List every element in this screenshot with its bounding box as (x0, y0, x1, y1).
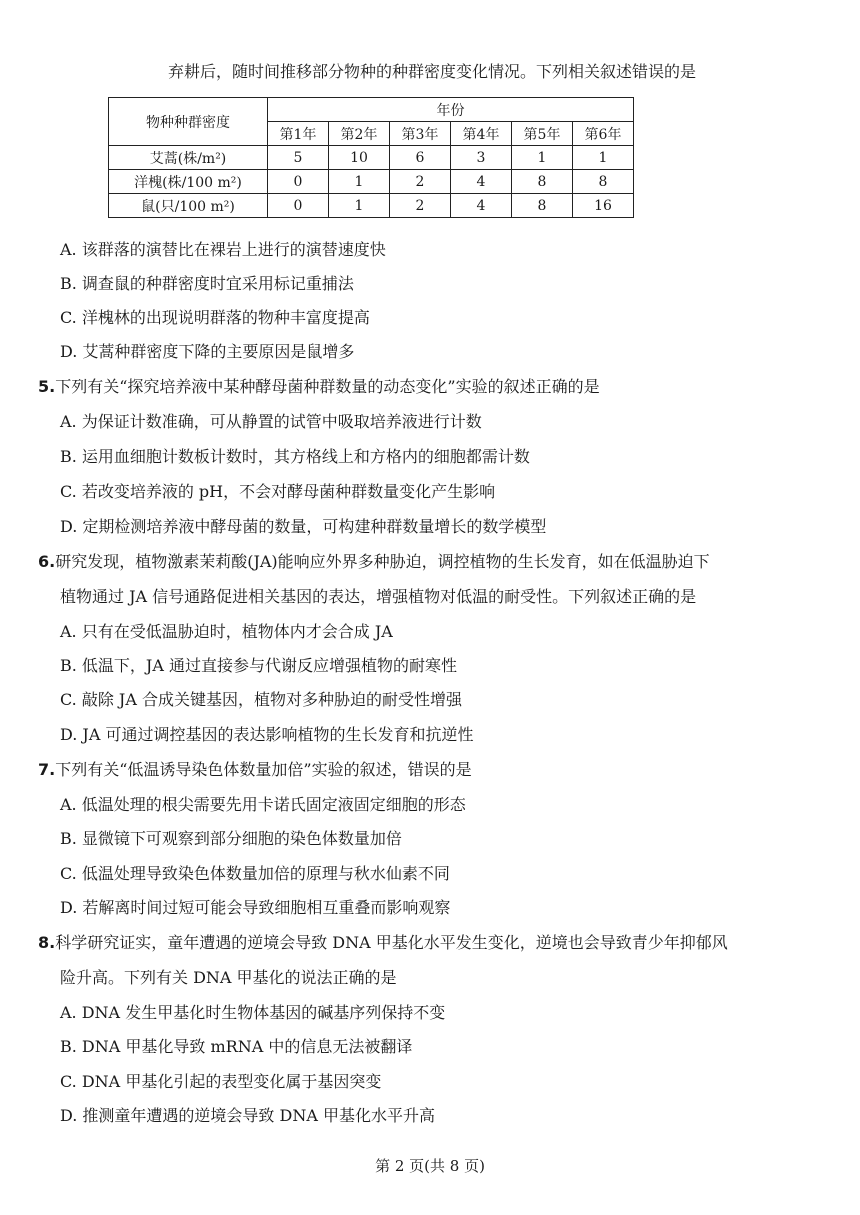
row-label: 艾蒿(株/m²) (109, 146, 268, 170)
question-5-stem (38, 377, 600, 397)
year-header: 第1年 (268, 122, 329, 146)
q7-option-d: D. 若解离时间过短可能会导致细胞相互重叠而影响观察 (60, 898, 451, 917)
q6-option-a: A. 只有在受低温胁迫时，植物体内才会合成 JA (60, 622, 393, 641)
table-group-header: 年份 (268, 98, 634, 122)
table-row (109, 170, 634, 194)
q4-option-d: D. 艾蒿种群密度下降的主要原因是鼠增多 (60, 342, 355, 361)
page-number-footer: 第 2 页(共 8 页) (375, 1157, 485, 1175)
question-number: 8. (38, 933, 56, 952)
year-header: 第6年 (573, 122, 634, 146)
table-cell: 8 (573, 170, 634, 194)
q5-option-d: D. 定期检测培养液中酵母菌的数量，可构建种群数量增长的数学模型 (60, 517, 547, 536)
table-cell: 16 (573, 194, 634, 218)
year-header: 第2年 (329, 122, 390, 146)
q5-option-b: B. 运用血细胞计数板计数时，其方格线上和方格内的细胞都需计数 (60, 447, 530, 466)
table-cell: 4 (451, 170, 512, 194)
q7-option-c: C. 低温处理导致染色体数量加倍的原理与秋水仙素不同 (60, 864, 450, 883)
question-6-stem (38, 552, 710, 572)
row-label: 洋槐(株/100 m²) (109, 170, 268, 194)
year-header: 第5年 (512, 122, 573, 146)
q8-option-a: A. DNA 发生甲基化时生物体基因的碱基序列保持不变 (60, 1003, 446, 1022)
question-text: 下列有关“探究培养液中某种酵母菌种群数量的动态变化”实验的叙述正确的是 (55, 377, 600, 396)
question-text: 研究发现，植物激素茉莉酸(JA)能响应外界多种胁迫，调控植物的生长发育，如在低温胁迫下 (55, 552, 710, 571)
population-density-table (108, 97, 634, 218)
q7-option-b: B. 显微镜下可观察到部分细胞的染色体数量加倍 (60, 829, 402, 848)
year-header: 第4年 (451, 122, 512, 146)
table-cell: 3 (451, 146, 512, 170)
question-text: 下列有关“低温诱导染色体数量加倍”实验的叙述，错误的是 (55, 760, 472, 779)
table-cell: 5 (268, 146, 329, 170)
table-cell: 1 (573, 146, 634, 170)
table-cell: 1 (329, 170, 390, 194)
q7-option-a: A. 低温处理的根尖需要先用卡诺氏固定液固定细胞的形态 (60, 795, 466, 814)
q4-option-c: C. 洋槐林的出现说明群落的物种丰富度提高 (60, 308, 370, 327)
table-cell: 1 (329, 194, 390, 218)
q6-option-d: D. JA 可通过调控基因的表达影响植物的生长发育和抗逆性 (60, 725, 474, 744)
question-number: 5. (38, 377, 56, 396)
question-6-stem-line2: 植物通过 JA 信号通路促进相关基因的表达，增强植物对低温的耐受性。下列叙述正确的是 (60, 587, 697, 606)
q4-option-a: A. 该群落的演替比在裸岩上进行的演替速度快 (60, 240, 386, 259)
question-number: 6. (38, 552, 56, 571)
q8-option-d: D. 推测童年遭遇的逆境会导致 DNA 甲基化水平升高 (60, 1106, 435, 1125)
table-cell: 8 (512, 170, 573, 194)
table-cell: 2 (390, 170, 451, 194)
table-cell: 1 (512, 146, 573, 170)
q8-option-b: B. DNA 甲基化导致 mRNA 中的信息无法被翻译 (60, 1037, 413, 1056)
table-cell: 2 (390, 194, 451, 218)
table-row-header: 物种种群密度 (109, 98, 268, 146)
table-row (109, 146, 634, 170)
question-8-stem (38, 933, 728, 953)
q4-option-b: B. 调查鼠的种群密度时宜采用标记重捕法 (60, 274, 354, 293)
table-cell: 6 (390, 146, 451, 170)
q6-option-b: B. 低温下，JA 通过直接参与代谢反应增强植物的耐寒性 (60, 656, 457, 675)
table-cell: 0 (268, 194, 329, 218)
question-4-stem-continued: 弃耕后，随时间推移部分物种的种群密度变化情况。下列相关叙述错误的是 (168, 62, 697, 81)
table-cell: 4 (451, 194, 512, 218)
q5-option-c: C. 若改变培养液的 pH，不会对酵母菌种群数量变化产生影响 (60, 482, 496, 501)
question-8-stem-line2: 险升高。下列有关 DNA 甲基化的说法正确的是 (60, 968, 397, 987)
q8-option-c: C. DNA 甲基化引起的表型变化属于基因突变 (60, 1072, 382, 1091)
q5-option-a: A. 为保证计数准确，可从静置的试管中吸取培养液进行计数 (60, 412, 482, 431)
table-cell: 8 (512, 194, 573, 218)
table-cell: 10 (329, 146, 390, 170)
question-text: 科学研究证实，童年遭遇的逆境会导致 DNA 甲基化水平发生变化，逆境也会导致青少年抑郁风 (55, 933, 728, 952)
table-cell: 0 (268, 170, 329, 194)
question-number: 7. (38, 760, 56, 779)
question-7-stem (38, 760, 472, 780)
year-header: 第3年 (390, 122, 451, 146)
row-label: 鼠(只/100 m²) (109, 194, 268, 218)
q6-option-c: C. 敲除 JA 合成关键基因，植物对多种胁迫的耐受性增强 (60, 690, 462, 709)
table-row (109, 194, 634, 218)
